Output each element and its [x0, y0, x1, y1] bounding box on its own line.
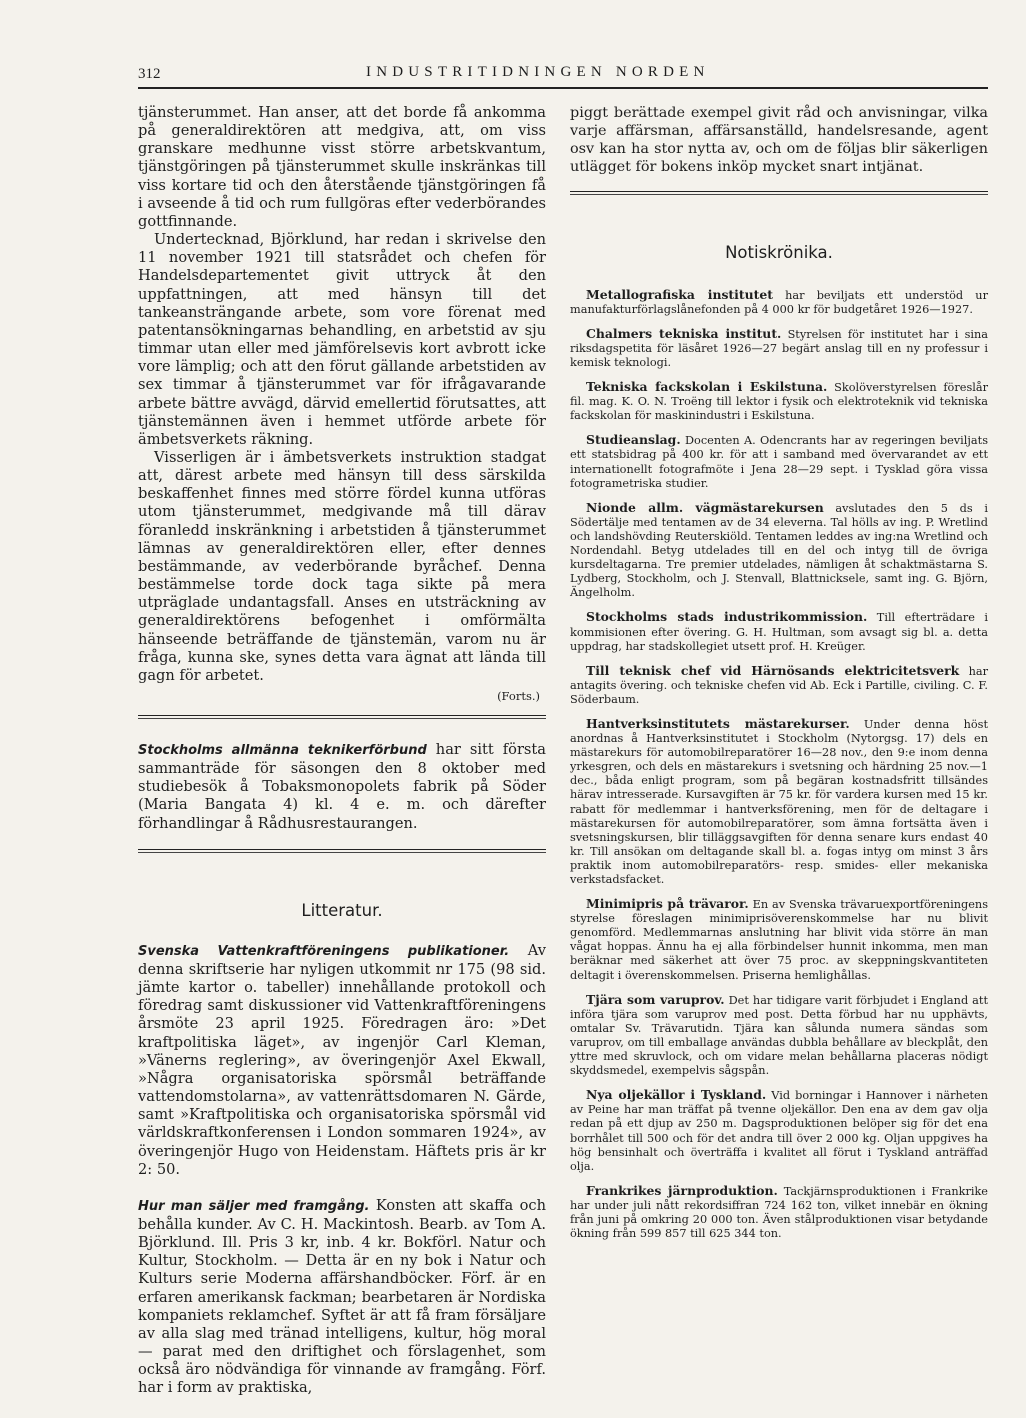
notis-list: [570, 288, 988, 1242]
notis-text: har beviljats ett understöd ur manufakturförlagslånefonden på 4 000 kr för budgetåret 1926—1927.: [570, 288, 988, 316]
notis-item: [570, 327, 988, 370]
notis-item: [570, 610, 988, 653]
notis-title: Metallografiska institutet: [586, 286, 773, 302]
page-header: [138, 64, 988, 90]
notis-item: [570, 433, 988, 490]
announcement-stockholm: [138, 741, 546, 833]
review-svenska: [138, 942, 546, 1179]
notis-item: [570, 1184, 988, 1241]
notis-text: Styrelsen för institutet har i sina riksdagspetita för läsåret 1926—27 begärt anslag till en ny professur i kemisk teknologi.: [570, 327, 988, 369]
article-paragraph-1: tjänsterummet. Han anser, att det borde få ankomma på generaldirektören att medgiva, att, om viss granskare medhunne visst större arbetskvantum, tjänstgöringen på tjänsterummet skulle inskränkas till viss kortare tid och den återstående tjänstgöringen få i avseende å tid och rum fullgöras efter vederbörandes gottfinnande.: [138, 104, 546, 230]
section-divider: [138, 715, 546, 719]
notis-text: Det har tidigare varit förbjudet i England att införa tjära som varuprov med post. Detta förbud har nu upphävts, omtalar Sv. Trävarutidn. Tjära kan sålunda numera sändas som varuprov, om till emballage användas dubbla behållare av bleckplåt, den yttre med skruvlock, och om vidare melan behållarna placeras nödigt skyddsmedel, exempelvis sågspån.: [570, 993, 988, 1078]
review-continuation: piggt berättade exempel givit råd och anvisningar, vilka varje affärsman, affärsanställd, handelsresande, agent osv kan ha stor nytta av, och om de följas blir säkerligen utlägget för bokens inköp mycket snart intjänat.: [570, 105, 988, 176]
notis-text: Tackjärnsproduktionen i Frankrike har under juli nått rekordsiffran 724 162 ton, vilket innebär en ökning från juni på omkring 20 000 ton. Även stålproduktionen visar betydande ökning från 599 857 till 625 344 ton.: [570, 1184, 988, 1241]
notis-title: Minimipris på trävaror.: [586, 896, 749, 912]
notis-title: Nionde allm. vägmästarekursen: [586, 499, 824, 515]
notis-title: Hantverksinstitutets mästarekurser.: [586, 715, 850, 731]
left-column: [138, 104, 546, 1398]
notis-text: Till efterträdare i kommisionen efter övering. G. H. Hultman, som avsagt sig bl. a. detta uppdrag, har stadskollegiet utsett prof. H. Kreüger.: [570, 611, 988, 653]
section-divider: [570, 191, 988, 195]
notis-title: Nya oljekällor i Tyskland.: [586, 1087, 767, 1103]
notis-text: har antagits övering. och tekniske chefen vid Ab. Eck i Partille, civiling. C. F. Söderbaum.: [570, 664, 988, 706]
notis-title: Chalmers tekniska institut.: [586, 325, 782, 341]
page-number: 312: [138, 66, 161, 82]
notis-title: Till teknisk chef vid Härnösands elektricitetsverk: [586, 662, 960, 678]
notis-title: Tjära som varuprov.: [586, 991, 725, 1007]
section-divider: [138, 849, 546, 853]
announcement-text: har sitt första sammanträde för säsongen den 8 oktober med studiebesök å Tobaksmonopolets fabrik på Söder (Maria Bangata 4) kl. 4 e. m. och därefter förhandlingar å Rådhusrestaurangen.: [138, 741, 546, 832]
right-column: [570, 104, 988, 1251]
review-text: Konsten att skaffa och behålla kunder. Av C. H. Mackintosh. Bearb. av Tom A. Björklund. Ill. Pris 3 kr, inb. 4 kr. Bokförl. Natur och Kultur, Stockholm. — Detta är en ny bok i Natur och Kulturs serie Moderna affärshandböcker. Förf. är en erfaren amerikansk fackman; bearbetaren är Nordiska kompaniets reklamchef. Syftet är att få fram försäljare av alla slag med tränad intelligens, kultur, hög moral — parat med den driftighet och förslagenhet, som också äro nödvändiga för vinnande av framgång. Förf. har i form av praktiska,: [138, 1196, 546, 1397]
litteratur-heading: Litteratur.: [301, 900, 383, 920]
notis-text: Docenten A. Odencrants har av regeringen beviljats ett statsbidrag på 400 kr. för att i samband med övervarandet av ett internationellt fotografmöte i Jena 28—29 sept. i Tysklad göra vissa fotogrametriska studier.: [570, 434, 988, 490]
review-text: Av denna skriftserie har nyligen utkommit nr 175 (98 sid. jämte kartor o. tabeller) innehållande protokoll och föredrag samt diskussioner vid Vattenkraftföreningens årsmöte 23 april 1925. Föredragen äro: »Det kraftpolitiska läget», av ingenjör Carl Kleman, »Vänerns reglering», av överingenjör Axel Ekwall, »Några organisatoriska spörsmål beträffande vattendomstolarna», av vattenrättsdomaren N. Gärde, samt »Kraftpolitiska och organisatoriska spörsmål vid världskraftkonferensen i London sommaren 1924», av överingenjör Hugo von Heidenstam. Häftets pris är kr 2: 50.: [138, 941, 546, 1178]
running-title: INDUSTRITIDNINGEN NORDEN: [366, 64, 710, 80]
notis-title: Tekniska fackskolan i Eskilstuna.: [586, 379, 828, 395]
notis-item: [570, 664, 988, 707]
notis-item: [570, 288, 988, 317]
notis-title: Frankrikes järnproduktion.: [586, 1182, 778, 1198]
notis-item: [570, 1088, 988, 1174]
review-hur-man: [138, 1197, 546, 1398]
notis-item: [570, 717, 988, 887]
notis-item: [570, 501, 988, 601]
notiskronika-heading: Notiskrönika.: [725, 242, 833, 262]
notis-title: Studieanslag.: [586, 432, 681, 448]
notis-title: Stockholms stads industrikommission.: [586, 609, 868, 625]
notis-text: Skolöverstyrelsen föreslår fil. mag. K. O. N. Troëng till lektor i fysik och elektroteknik vid tekniska fackskolan för maskinindustri i Eskilstuna.: [570, 381, 988, 423]
review-title: Hur man säljer med framgång.: [138, 1198, 370, 1214]
announcement-title: Stockholms allmänna teknikerförbund: [138, 743, 427, 758]
notis-text: Under denna höst anordnas å Hantverksinstitutet i Stockholm (Nytorgsg. 17) dels en mästarekurs för automobilreparatörer 16—28 nov., den 9:e inom denna yrkesgren, och dels en mästarekurs i svetsning och härdning 25 nov.—1 dec., båda enligt program, som på begäran kostnadsfritt tillsändes härav intresserade. Kursavgiften är 75 kr. för vardera kursen med 15 kr. rabatt för medlemmar i hantverksförening, men för de deltagare i mästarekursen för automobilreparatörer, som ämna fortsätta även i svetsningskursen, blir tilläggsavgiften för denna senare kurs endast 40 kr. Till ansökan om deltagande skall bl. a. fogas intyg om minst 3 års praktik inom automobilreparatörs- resp. smides- eller mekaniska verkstadsfacket.: [570, 717, 988, 886]
notis-item: [570, 897, 988, 983]
notis-text: avslutades den 5 ds i Södertälje med tentamen av de 34 eleverna. Tal hölls av ing. P. Wretlind och landshövding Reuterskiöld. Tentamen leddes av ing:na Wretlind och Nordendahl. Betyg utdelades till en del och intyg till de övriga kursdeltagarna. Tre premier utdelades, nämligen åt schaktmästarna S. Lydberg, Stockholm, och J. Stenvall, Blattnicksele, samt ing. G. Björn, Ängelholm.: [570, 501, 988, 600]
notis-item: [570, 993, 988, 1079]
article-paragraph-3: Visserligen är i ämbetsverkets instruktion stadgat att, därest arbete med hänsyn till dess särskilda beskaffenhet finnes med större fördel kunna utföras utom tjänsterummet, medgivande må till därav föranledd inskränkning i arbetstiden å tjänsterummet lämnas av generaldirektören eller, efter dennes bestämmande, av vederbörande byråchef. Denna bestämmelse torde dock taga sikte på mera utpräglade undantagsfall. Anses en utsträckning av generaldirektörens befogenhet i omförmälta hänseende beträffande de tjänstemän, varom nu är fråga, kunna ske, synes detta vara ägnat att lända till gagn för arbetet.: [138, 448, 546, 684]
header-rule: [138, 87, 988, 89]
notis-text: Vid borningar i Hannover i närheten av Peine har man träffat på tvenne oljekällor. Den ena av dem gav olja redan på ett djup av 250 m. Dagsproduktionen belöper sig för det ena borrhålet till 500 och för det andra till över 2 000 kg. Oljan uppgives ha hög bensinhalt och överträffa i kvalitet all förut i Tyskland anträffad olja.: [570, 1089, 989, 1173]
article-paragraph-2: Undertecknad, Björklund, har redan i skrivelse den 11 november 1921 till statsrådet och chefen för Handelsdepartementet givit uttryck åt den uppfattningen, att med hänsyn till det tankeansträngande arbete, som vore förenat med patentansökningarnas behandling, en arbetstid av sju timmar utan eller med jämförelsevis kort avbrott icke vore lämplig; och att den förut gällande arbetstiden av sex timmar å tjänsterummet var för ifrågavarande arbete bättre avvägd, därvid emellertid förutsattes, att tjänstemännen även i hemmet utförde arbete för ämbetsverkets räkning.: [138, 231, 546, 448]
notis-item: [570, 380, 988, 423]
continued-note: (Forts.): [497, 689, 540, 703]
review-title: Svenska Vattenkraftföreningens publikationer.: [138, 943, 510, 959]
notis-text: En av Svenska trävaruexportföreningens styrelse föreslagen minimiprisöverenskommelse har nu blivit genomförd. Medlemmarnas anslutning har blivit vida större än man vågat hoppas. Ännu ha ej alla förbindelser hunnit inkomma, men man beräknar med säkerhet att över 75 proc. av skeppningskvantiteten deltagit i överenskommelsen. Priserna hemlighållas.: [570, 898, 989, 982]
